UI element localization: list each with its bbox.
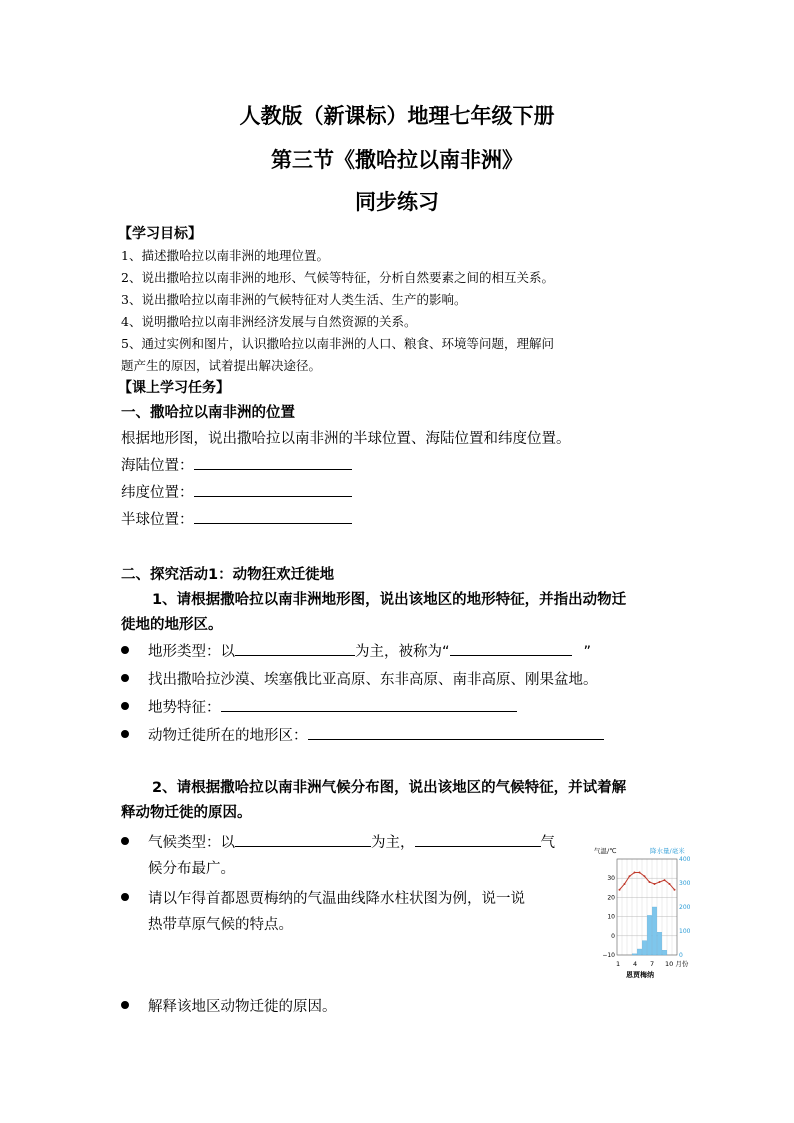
page-title: 人教版（新课标）地理七年级下册 xyxy=(239,103,555,128)
field-label: 半球位置： xyxy=(121,512,194,528)
temp-point xyxy=(619,889,621,891)
precip-tick-labels xyxy=(679,856,690,959)
temp-tick-label: 10 xyxy=(607,913,615,921)
migration-reason-item: 解释该地区动物迁徙的原因。 xyxy=(148,999,337,1015)
item-text: 气 xyxy=(540,835,555,851)
bullet-icon xyxy=(121,674,129,682)
sea-land-field xyxy=(121,454,352,475)
precip-bar xyxy=(642,941,646,955)
item-text: 地势特征： xyxy=(148,700,221,716)
migration-region-blank[interactable] xyxy=(308,725,604,740)
terrain-blank[interactable] xyxy=(221,697,517,712)
lesson-title: 第三节《撒哈拉以南非洲》 xyxy=(271,147,523,172)
landform-blank[interactable] xyxy=(235,641,355,656)
objective-item: 4、说明撒哈拉以南非洲经济发展与自然资源的关系。 xyxy=(121,314,417,329)
question1-line2: 徙地的地形区。 xyxy=(121,617,223,633)
chart-grid xyxy=(617,859,677,955)
temp-point xyxy=(664,879,666,881)
climate-type-item xyxy=(148,831,555,852)
bullet-icon xyxy=(121,702,129,710)
find-landforms-item: 找出撒哈拉沙漠、埃塞俄比亚高原、东非高原、南非高原、刚果盆地。 xyxy=(148,672,598,688)
item-text: 动物迁徙所在的地形区： xyxy=(148,728,308,744)
temp-point xyxy=(629,875,631,877)
precip-bar xyxy=(632,954,636,955)
item-text: 地形类型：以 xyxy=(148,644,235,660)
left-axis-label: 气温/℃ xyxy=(594,847,617,855)
ndjamena-climate-chart xyxy=(590,842,690,982)
item-text: 气候类型：以 xyxy=(148,835,235,851)
climate-chart-item-line2: 热带草原气候的特点。 xyxy=(148,917,293,933)
chart-title: 恩贾梅纳 xyxy=(626,971,654,979)
temp-point xyxy=(639,871,641,873)
question1-line1: 1、请根据撒哈拉以南非洲地形图，说出该地区的地形特征，并指出动物迁 xyxy=(152,592,627,608)
landform-type-item xyxy=(148,640,591,661)
temp-tick-labels xyxy=(602,875,615,959)
precip-bar xyxy=(657,932,661,955)
section1-heading: 一、撒哈拉以南非洲的位置 xyxy=(121,405,295,421)
field-label: 纬度位置： xyxy=(121,485,194,501)
exercise-title: 同步练习 xyxy=(355,189,439,214)
precip-bars xyxy=(632,907,666,955)
climate-zone-blank[interactable] xyxy=(415,832,541,847)
climate-chart-item-line1: 请以乍得首都恩贾梅纳的气温曲线降水柱状图为例，说一说 xyxy=(148,891,525,907)
objective-item: 5、通过实例和图片，认识撒哈拉以南非洲的人口、粮食、环境等问题，理解问 xyxy=(121,336,554,351)
objectives-heading: 【学习目标】 xyxy=(118,226,202,242)
terrain-feature-item xyxy=(148,696,517,717)
objective-item: 3、说出撒哈拉以南非洲的气候特征对人类生活、生产的影响。 xyxy=(121,292,467,307)
temp-tick-label: 0 xyxy=(611,932,615,940)
question2-line1: 2、请根据撒哈拉以南非洲气候分布图，说出该地区的气候特征，并试着解 xyxy=(152,780,627,796)
objective-item: 题产生的原因，试着提出解决途径。 xyxy=(121,358,322,373)
bullet-icon xyxy=(121,837,129,845)
precip-tick-label: 400 xyxy=(679,856,690,863)
temp-point xyxy=(644,875,646,877)
temp-point xyxy=(674,889,676,891)
landform-name-blank[interactable] xyxy=(450,641,572,656)
x-tick-label: 10 月份 xyxy=(665,960,689,968)
temp-tick-label: 30 xyxy=(607,875,615,883)
sea-land-blank[interactable] xyxy=(194,455,352,470)
temp-tick-label: −10 xyxy=(602,952,615,959)
objective-item: 2、说出撒哈拉以南非洲的地形、气候等特征，分析自然要素之间的相互关系。 xyxy=(121,270,554,285)
precip-tick-label: 100 xyxy=(679,928,690,935)
climate-type-line2: 候分布最广。 xyxy=(148,861,235,877)
precip-bar xyxy=(662,950,666,955)
x-tick-label: 1 xyxy=(616,960,621,968)
hemisphere-field xyxy=(121,508,352,529)
latitude-field xyxy=(121,481,352,502)
objective-item: 1、描述撒哈拉以南非洲的地理位置。 xyxy=(121,248,329,263)
bullet-icon xyxy=(121,893,129,901)
bullet-icon xyxy=(121,1001,129,1009)
temp-point xyxy=(624,883,626,885)
temp-point xyxy=(634,871,636,873)
tasks-heading: 【课上学习任务】 xyxy=(118,380,230,396)
item-text: 为主， xyxy=(371,835,415,851)
item-text: ” xyxy=(583,644,592,660)
temp-point xyxy=(654,883,656,885)
bullet-icon xyxy=(121,730,129,738)
section1-instruction: 根据地形图，说出撒哈拉以南非洲的半球位置、海陆位置和纬度位置。 xyxy=(121,431,571,447)
hemisphere-blank[interactable] xyxy=(194,509,352,524)
precip-bar xyxy=(652,907,656,955)
temp-tick-label: 20 xyxy=(607,894,615,902)
precip-bar xyxy=(637,949,641,955)
x-tick-label: 7 xyxy=(650,960,655,968)
temp-point xyxy=(649,881,651,883)
latitude-blank[interactable] xyxy=(194,482,352,497)
climate-blank[interactable] xyxy=(235,832,371,847)
field-label: 海陆位置： xyxy=(121,458,194,474)
x-tick-label: 4 xyxy=(633,960,638,968)
precip-tick-label: 0 xyxy=(679,952,683,959)
precip-tick-label: 200 xyxy=(679,904,690,911)
temp-point xyxy=(669,883,671,885)
section2-heading: 二、探究活动1：动物狂欢迁徙地 xyxy=(121,567,335,583)
precip-tick-label: 300 xyxy=(679,880,690,887)
migration-region-item xyxy=(148,724,604,745)
precip-bar xyxy=(647,915,651,955)
item-text: 为主，被称为“ xyxy=(355,644,450,660)
bullet-icon xyxy=(121,646,129,654)
question2-line2: 释动物迁徙的原因。 xyxy=(121,805,252,821)
right-axis-label: 降水量/毫米 xyxy=(650,847,685,855)
temp-point xyxy=(659,881,661,883)
